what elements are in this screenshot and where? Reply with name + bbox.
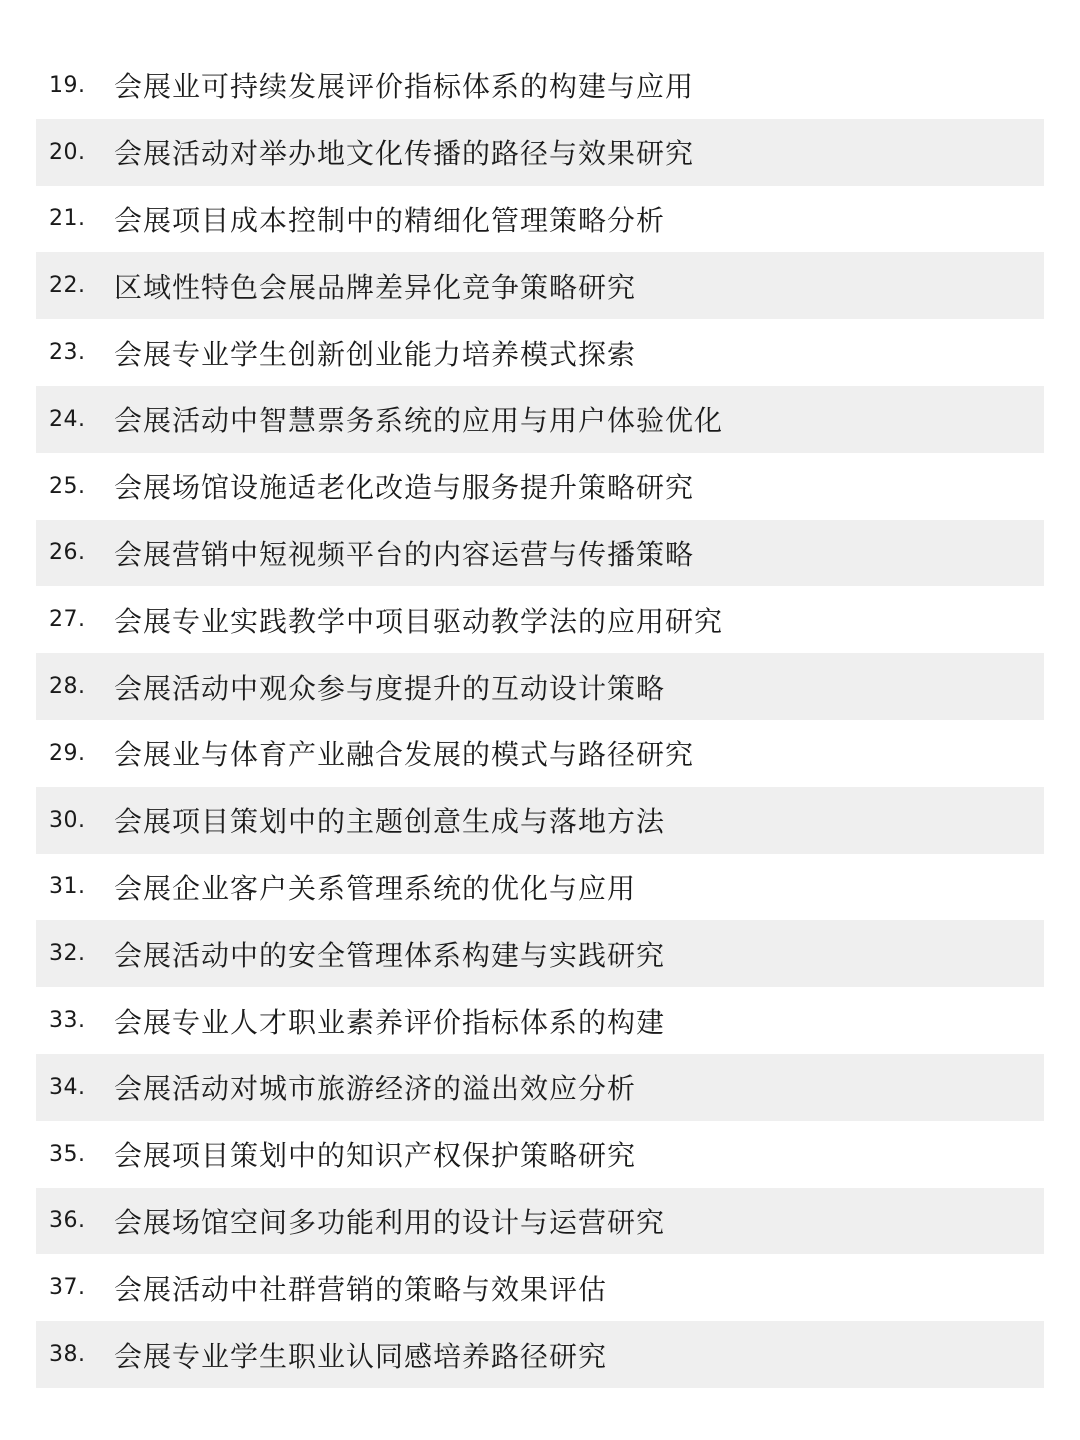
item-text: 会展项目成本控制中的精细化管理策略分析: [114, 203, 666, 237]
item-number: 32.: [49, 941, 86, 967]
list-item: [36, 787, 1044, 854]
list-item: [36, 186, 1044, 253]
list-item: [36, 653, 1044, 720]
item-text: 会展项目策划中的主题创意生成与落地方法: [114, 805, 666, 839]
item-number: 24.: [49, 406, 86, 432]
item-text: 会展场馆空间多功能利用的设计与运营研究: [114, 1205, 666, 1239]
list-item: [36, 854, 1044, 921]
list-item: [36, 453, 1044, 520]
item-number: 38.: [49, 1342, 86, 1368]
list-item: [36, 586, 1044, 653]
list-item: [36, 920, 1044, 987]
list-item: [36, 1054, 1044, 1121]
list-item: [36, 520, 1044, 587]
item-number: 19.: [49, 72, 86, 98]
list-item: [36, 987, 1044, 1054]
item-number: 35.: [49, 1141, 86, 1167]
list-item: [36, 1121, 1044, 1188]
item-text: 会展活动对城市旅游经济的溢出效应分析: [114, 1072, 637, 1106]
topic-list: [36, 52, 1044, 1388]
item-number: 26.: [49, 540, 86, 566]
item-number: 20.: [49, 139, 86, 165]
list-item: [36, 252, 1044, 319]
item-number: 29.: [49, 740, 86, 766]
list-item: [36, 319, 1044, 386]
list-item: [36, 720, 1044, 787]
item-text: 会展场馆设施适老化改造与服务提升策略研究: [114, 471, 695, 505]
list-item: [36, 119, 1044, 186]
item-number: 30.: [49, 807, 86, 833]
item-text: 会展专业实践教学中项目驱动教学法的应用研究: [114, 604, 724, 638]
item-number: 34.: [49, 1074, 86, 1100]
item-number: 25.: [49, 473, 86, 499]
list-item: [36, 1188, 1044, 1255]
item-text: 会展活动对举办地文化传播的路径与效果研究: [114, 137, 695, 171]
item-number: 22.: [49, 273, 86, 299]
item-number: 37.: [49, 1275, 86, 1301]
item-text: 会展活动中观众参与度提升的互动设计策略: [114, 671, 666, 705]
item-text: 会展企业客户关系管理系统的优化与应用: [114, 871, 637, 905]
list-item: [36, 52, 1044, 119]
item-text: 会展营销中短视频平台的内容运营与传播策略: [114, 537, 695, 571]
item-number: 27.: [49, 607, 86, 633]
item-text: 会展活动中智慧票务系统的应用与用户体验优化: [114, 404, 724, 438]
item-text: 区域性特色会展品牌差异化竞争策略研究: [114, 270, 637, 304]
item-text: 会展专业学生创新创业能力培养模式探索: [114, 337, 637, 371]
item-number: 36.: [49, 1208, 86, 1234]
item-number: 21.: [49, 206, 86, 232]
item-number: 33.: [49, 1008, 86, 1034]
item-text: 会展活动中社群营销的策略与效果评估: [114, 1272, 608, 1306]
item-number: 28.: [49, 674, 86, 700]
item-text: 会展项目策划中的知识产权保护策略研究: [114, 1139, 637, 1173]
list-item: [36, 1254, 1044, 1321]
item-text: 会展活动中的安全管理体系构建与实践研究: [114, 938, 666, 972]
list-item: [36, 386, 1044, 453]
item-text: 会展业可持续发展评价指标体系的构建与应用: [114, 70, 695, 104]
item-number: 23.: [49, 340, 86, 366]
list-item: [36, 1321, 1044, 1388]
item-number: 31.: [49, 874, 86, 900]
item-text: 会展专业学生职业认同感培养路径研究: [114, 1339, 608, 1373]
item-text: 会展专业人才职业素养评价指标体系的构建: [114, 1005, 666, 1039]
item-text: 会展业与体育产业融合发展的模式与路径研究: [114, 738, 695, 772]
